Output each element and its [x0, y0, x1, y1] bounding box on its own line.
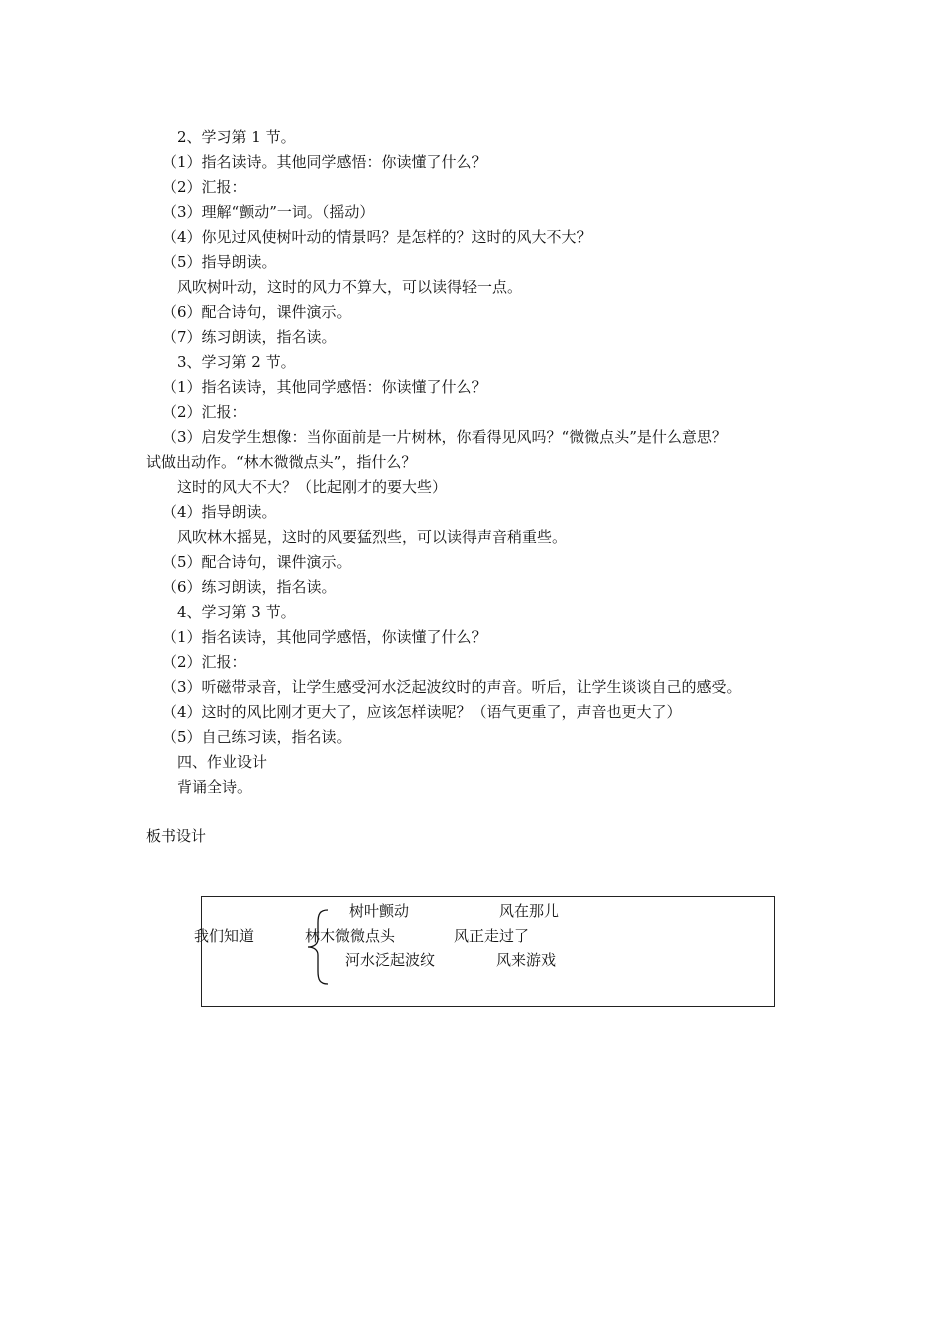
text-line: 风吹树叶动，这时的风力不算大，可以读得轻一点。 — [177, 278, 523, 296]
text-line: （2）汇报： — [162, 178, 247, 196]
homework-heading: 四、作业设计 — [177, 753, 268, 771]
text-line: 风吹林木摇晃，这时的风要猛烈些，可以读得声音稍重些。 — [177, 528, 568, 546]
text-line: （6）配合诗句，课件演示。 — [162, 303, 352, 321]
text-line: 这时的风大不大？（比起刚才的要大些） — [177, 478, 448, 496]
curly-brace-icon — [306, 909, 330, 985]
text-line: （1）指名读诗。其他同学感悟：你读懂了什么？ — [162, 153, 487, 171]
text-line: （3）理解“颤动”一词。（摇动） — [162, 203, 375, 221]
section-heading-4: 4、学习第 3 节。 — [177, 603, 296, 621]
text-line: （4）这时的风比刚才更大了，应该怎样读呢？（语气更重了，声音也更大了） — [162, 703, 682, 721]
text-line: （2）汇报： — [162, 653, 247, 671]
text-line: （5）配合诗句，课件演示。 — [162, 553, 352, 571]
section-heading-3: 3、学习第 2 节。 — [177, 353, 296, 371]
blackboard-design-box — [194, 896, 775, 1007]
text-line: 试做出动作。“林木微微点头”，指什么？ — [146, 453, 417, 471]
board-scene-1: 树叶颤动 — [349, 902, 410, 920]
board-meaning-3: 风来游戏 — [496, 951, 557, 969]
text-line: （4）指导朗读。 — [162, 503, 277, 521]
text-line: （1）指名读诗，其他同学感悟：你读懂了什么？ — [162, 378, 487, 396]
board-scene-2: 林木微微点头 — [305, 927, 396, 945]
text-line: （4）你见过风使树叶动的情景吗？是怎样的？这时的风大不大？ — [162, 228, 592, 246]
homework-text: 背诵全诗。 — [177, 778, 253, 796]
text-line: （3）启发学生想像：当你面前是一片树林，你看得见风吗？“微微点头”是什么意思？ — [162, 428, 727, 446]
text-line: （5）自己练习读，指名读。 — [162, 728, 352, 746]
board-scene-3: 河水泛起波纹 — [345, 951, 436, 969]
text-line: （2）汇报： — [162, 403, 247, 421]
board-meaning-2: 风正走过了 — [454, 927, 530, 945]
text-line: （7）练习朗读，指名读。 — [162, 328, 337, 346]
text-line: （5）指导朗读。 — [162, 253, 277, 271]
text-line: （3）听磁带录音，让学生感受河水泛起波纹时的声音。听后，让学生谈谈自己的感受。 — [162, 678, 742, 696]
text-line: （6）练习朗读，指名读。 — [162, 578, 337, 596]
section-heading-2: 2、学习第 1 节。 — [177, 128, 296, 146]
board-left-label: 我们知道 — [194, 927, 255, 945]
text-line: （1）指名读诗，其他同学感悟，你读懂了什么？ — [162, 628, 487, 646]
board-meaning-1: 风在那儿 — [499, 902, 560, 920]
board-design-heading: 板书设计 — [146, 827, 207, 845]
